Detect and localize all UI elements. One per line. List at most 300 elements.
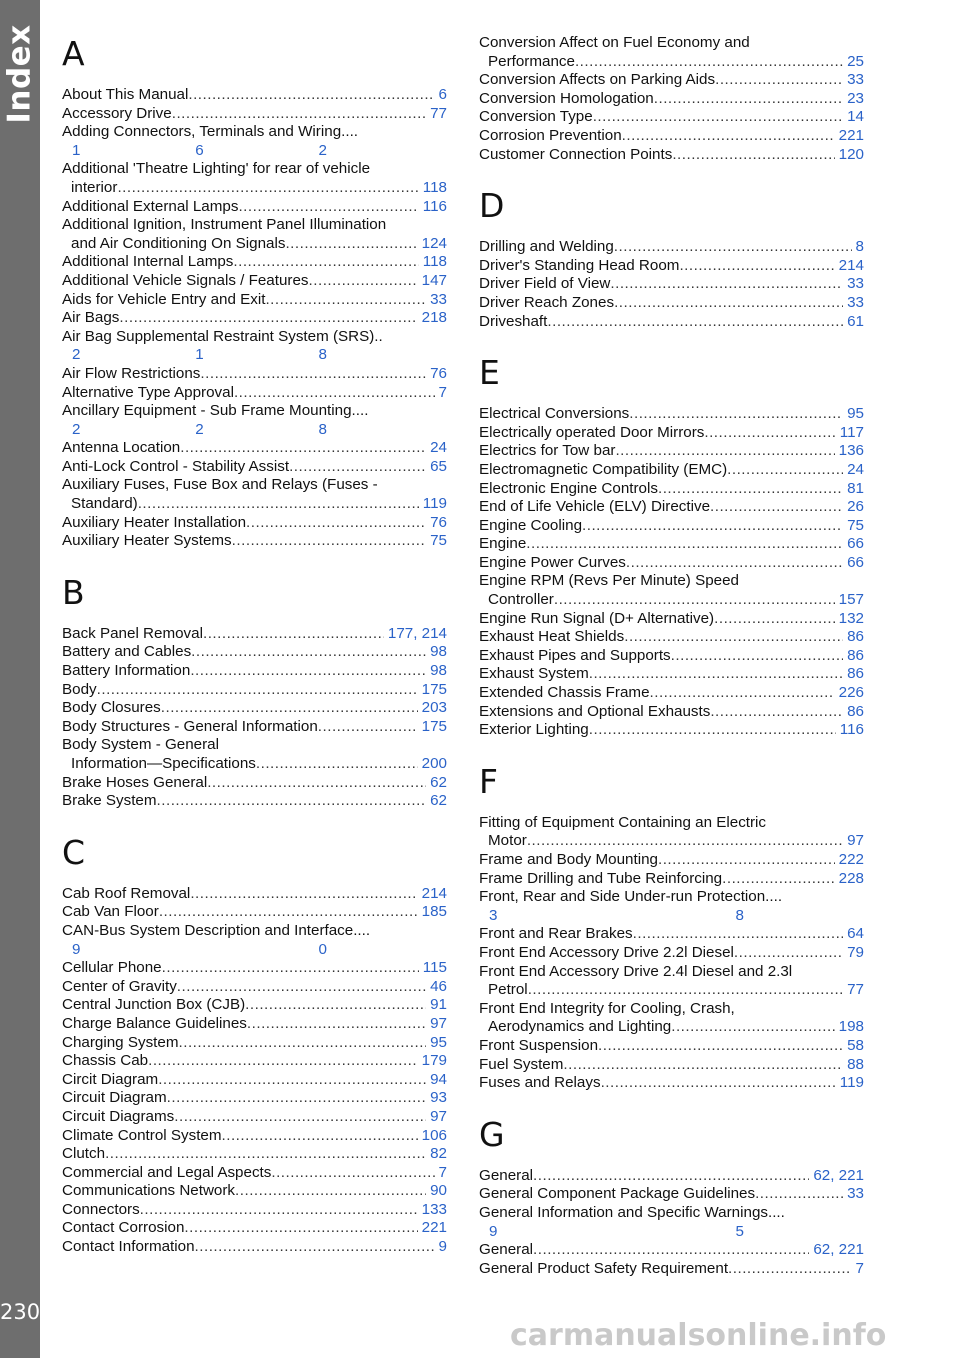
page-link[interactable]: 9	[438, 1238, 447, 1256]
page-link[interactable]: 58	[847, 1036, 864, 1054]
entry-title: Auxiliary Fuses, Fuse Box and Relays (Fuses -	[62, 476, 378, 494]
index-entry[interactable]	[62, 328, 447, 365]
dot-leader	[715, 71, 843, 90]
page-digit[interactable]: 2	[72, 346, 81, 364]
dot-leader	[318, 718, 418, 737]
page-link[interactable]: 147	[421, 271, 447, 289]
index-entry[interactable]	[62, 699, 447, 718]
entry-title: Cellular Phone	[62, 959, 162, 977]
page-digit[interactable]: 8	[735, 906, 744, 924]
entry-title: Communications Network	[62, 1182, 236, 1200]
index-entry[interactable]	[62, 253, 447, 272]
index-entry[interactable]	[479, 275, 864, 294]
index-entry[interactable]	[62, 384, 447, 403]
entry-title: Circit Diagram	[62, 1070, 159, 1088]
index-entry[interactable]	[62, 774, 447, 793]
entry-title: Engine Run Signal (D+ Alternative)	[479, 609, 715, 627]
dot-leader	[575, 53, 843, 72]
entry-title: General	[479, 1166, 534, 1184]
page-link[interactable]: 98	[430, 643, 447, 661]
index-entry[interactable]	[479, 71, 864, 90]
page-link[interactable]: 218	[421, 309, 447, 327]
page-digit[interactable]: 1	[72, 141, 81, 159]
index-entry[interactable]	[62, 105, 447, 124]
dot-leader	[614, 294, 843, 313]
dot-leader	[610, 275, 843, 294]
index-entry[interactable]	[62, 718, 447, 737]
index-entry[interactable]	[479, 1241, 864, 1260]
page-link[interactable]: 66	[847, 535, 864, 553]
page-link[interactable]: 97	[430, 1014, 447, 1032]
index-entry[interactable]	[479, 517, 864, 536]
dot-leader	[157, 792, 427, 811]
index-entry[interactable]	[62, 978, 447, 997]
entry-title: Back Panel Removal	[62, 624, 203, 642]
entry-title: Additional External Lamps	[62, 197, 239, 215]
index-entry[interactable]	[62, 1238, 447, 1257]
index-entry[interactable]	[62, 1127, 447, 1146]
page-link[interactable]: 214	[421, 884, 447, 902]
index-entry[interactable]	[479, 127, 864, 146]
index-entry[interactable]	[479, 313, 864, 332]
page-link[interactable]: 106	[421, 1126, 447, 1144]
page-link[interactable]: 24	[847, 460, 864, 478]
dot-leader	[614, 238, 852, 257]
page-link[interactable]: 77	[430, 104, 447, 122]
index-entry[interactable]	[479, 1074, 864, 1093]
dot-leader	[622, 127, 835, 146]
dot-leader	[633, 925, 843, 944]
index-entry[interactable]	[479, 498, 864, 517]
entry-title: Extended Chassis Frame	[479, 684, 650, 702]
page-link[interactable]: 86	[847, 628, 864, 646]
entry-title: Front End Accessory Drive 2.2l Diesel	[479, 943, 734, 961]
page-link[interactable]: 86	[847, 665, 864, 683]
dot-leader	[547, 313, 843, 332]
entry-title: Center of Gravity	[62, 977, 177, 995]
index-entry[interactable]	[62, 996, 447, 1015]
page-link[interactable]: 33	[847, 275, 864, 293]
index-entry[interactable]	[479, 647, 864, 666]
dot-leader	[232, 532, 426, 551]
dot-leader	[200, 365, 426, 384]
index-entry[interactable]	[479, 480, 864, 499]
page-link[interactable]: 76	[430, 513, 447, 531]
page-link[interactable]: 33	[430, 290, 447, 308]
page-digit[interactable]: 6	[195, 141, 204, 159]
index-entry[interactable]	[62, 216, 447, 253]
section-letter: G	[479, 1114, 505, 1154]
page-link[interactable]: 86	[847, 702, 864, 720]
dot-leader	[159, 903, 418, 922]
page-link[interactable]: 76	[430, 364, 447, 382]
page-link[interactable]: 157	[838, 591, 864, 609]
index-entry[interactable]	[479, 34, 864, 71]
page-digit[interactable]: 0	[318, 940, 327, 958]
dot-leader	[172, 105, 426, 124]
index-entry[interactable]	[62, 662, 447, 681]
page-digit[interactable]: 2	[318, 141, 327, 159]
index-section	[479, 1115, 864, 1279]
dot-leader	[233, 253, 418, 272]
dot-leader	[589, 665, 843, 684]
index-entry[interactable]	[62, 532, 447, 551]
page-link[interactable]: 75	[847, 516, 864, 534]
page-link[interactable]: 119	[839, 1074, 864, 1092]
index-entry[interactable]	[479, 424, 864, 443]
index-entry[interactable]	[62, 681, 447, 700]
page-link[interactable]: 221	[421, 1219, 447, 1237]
dot-leader	[527, 832, 843, 851]
index-entry[interactable]	[479, 1167, 864, 1186]
page-link[interactable]: 65	[430, 457, 447, 475]
index-entry[interactable]	[479, 146, 864, 165]
page-digit[interactable]: 1	[195, 346, 204, 364]
page-link[interactable]: 91	[430, 996, 447, 1014]
dot-leader	[234, 384, 435, 403]
page-link[interactable]: 7	[855, 1259, 864, 1277]
index-entry[interactable]	[479, 610, 864, 629]
page-link[interactable]: 222	[838, 851, 864, 868]
entry-title: Connectors	[62, 1200, 140, 1218]
entry-title: Corrosion Prevention	[479, 126, 622, 144]
page-link[interactable]: 94	[430, 1070, 447, 1088]
index-entry[interactable]	[479, 238, 864, 257]
page-link[interactable]: 62, 221	[813, 1241, 864, 1259]
page-link[interactable]: 62	[430, 792, 447, 810]
entry-title: Contact Corrosion	[62, 1219, 185, 1237]
page-digit[interactable]: 9	[72, 940, 81, 958]
index-column-left	[62, 34, 447, 1279]
dot-leader	[671, 647, 843, 666]
index-entry[interactable]	[479, 554, 864, 573]
index-entry[interactable]	[62, 365, 447, 384]
dot-leader	[138, 495, 419, 514]
page-link[interactable]: 198	[838, 1018, 864, 1036]
entry-title: Aerodynamics and Lighting	[488, 1018, 672, 1036]
entry-title: Conversion Type	[479, 108, 593, 126]
entry-title: Exhaust Pipes and Supports	[479, 646, 671, 664]
index-entry[interactable]	[62, 959, 447, 978]
index-entry[interactable]	[62, 1089, 447, 1108]
page-link[interactable]: 66	[847, 553, 864, 571]
index-entry[interactable]	[479, 925, 864, 944]
page-link[interactable]: 23	[847, 89, 864, 107]
index-entry[interactable]	[479, 294, 864, 313]
entry-title: Cab Van Floor	[62, 903, 159, 921]
page-digit[interactable]: 8	[318, 346, 327, 364]
index-entry[interactable]	[479, 1204, 864, 1241]
index-entry[interactable]	[62, 1164, 447, 1183]
index-entry[interactable]	[62, 1219, 447, 1238]
entry-title: Brake Hoses General	[62, 773, 208, 791]
index-entry[interactable]	[479, 665, 864, 684]
page-link[interactable]: 81	[847, 479, 864, 497]
page-link[interactable]: 200	[421, 755, 447, 772]
page-link[interactable]: 46	[430, 977, 447, 995]
dot-leader	[654, 90, 843, 109]
page-link[interactable]: 116	[422, 197, 447, 215]
page-link[interactable]: 62	[430, 773, 447, 791]
dot-leader	[158, 1071, 426, 1090]
entry-title: Fuel System	[479, 1055, 564, 1073]
index-entry[interactable]	[479, 90, 864, 109]
index-entry[interactable]	[62, 86, 447, 105]
entry-title: Customer Connection Points	[479, 145, 673, 163]
page-link[interactable]: 97	[430, 1107, 447, 1125]
page-link[interactable]: 175	[421, 680, 447, 698]
entry-title: Auxiliary Heater Installation	[62, 513, 247, 531]
entry-title: Aids for Vehicle Entry and Exit	[62, 290, 266, 308]
page-link[interactable]: 228	[838, 869, 864, 887]
index-entry[interactable]	[62, 1145, 447, 1164]
page-link[interactable]: 64	[847, 925, 864, 943]
watermark: carmanualsonline.info	[510, 1318, 887, 1353]
entry-title: Chassis Cab	[62, 1052, 149, 1070]
index-entry[interactable]	[479, 703, 864, 722]
dot-leader	[148, 1052, 418, 1071]
dot-leader	[554, 591, 835, 610]
page-link[interactable]: 25	[847, 52, 864, 70]
entry-title: Front, Rear and Side Under-run Protection....	[479, 888, 783, 906]
index-entry[interactable]	[62, 1015, 447, 1034]
index-entry[interactable]	[62, 458, 447, 477]
page-link[interactable]: 90	[430, 1182, 447, 1200]
page-digit[interactable]: 2	[72, 420, 81, 438]
split-page-numbers	[62, 941, 447, 960]
page-link[interactable]: 120	[838, 145, 864, 163]
index-entry[interactable]	[479, 1185, 864, 1204]
page-link[interactable]: 79	[847, 943, 864, 961]
page-link[interactable]: 133	[421, 1200, 447, 1218]
entry-title: Electrical Conversions	[479, 405, 630, 423]
dot-leader	[140, 1201, 418, 1220]
entry-title: End of Life Vehicle (ELV) Directive	[479, 498, 711, 516]
index-entry[interactable]	[62, 1034, 447, 1053]
dot-leader	[117, 179, 418, 198]
entry-title: Engine Power Curves	[479, 553, 626, 571]
entry-title: Air Flow Restrictions	[62, 364, 201, 382]
entry-title: Frame Drilling and Tube Reinforcing	[479, 869, 723, 887]
page-link[interactable]: 75	[430, 532, 447, 550]
dot-leader	[629, 405, 843, 424]
index-entry[interactable]	[479, 628, 864, 647]
page-digit[interactable]: 8	[318, 420, 327, 438]
entry-title: General Component Package Guidelines	[479, 1185, 756, 1203]
dot-leader	[119, 309, 417, 328]
split-page-numbers	[62, 346, 447, 365]
page-link[interactable]: 136	[838, 442, 864, 460]
entry-title: Accessory Drive	[62, 104, 172, 122]
entry-title: Body Structures - General Information	[62, 717, 318, 735]
index-entry[interactable]	[62, 439, 447, 458]
entry-title: Electromagnetic Compatibility (EMC)	[479, 460, 728, 478]
index-entry[interactable]	[62, 198, 447, 217]
page-link[interactable]: 118	[422, 253, 447, 271]
entry-title: Air Bags	[62, 309, 120, 327]
page-link[interactable]: 33	[847, 71, 864, 89]
index-entry[interactable]	[62, 885, 447, 904]
index-entry[interactable]	[479, 572, 864, 609]
index-entry[interactable]	[62, 903, 447, 922]
section-letter: E	[479, 353, 500, 393]
page-link[interactable]: 62, 221	[813, 1166, 864, 1184]
index-entry[interactable]	[62, 1182, 447, 1201]
dot-leader	[235, 1182, 426, 1201]
page-link[interactable]: 82	[430, 1145, 447, 1163]
dot-leader	[256, 755, 418, 774]
dot-leader	[177, 978, 426, 997]
index-entry[interactable]	[479, 870, 864, 889]
entry-title: Climate Control System	[62, 1126, 222, 1144]
page-digit[interactable]: 9	[489, 1222, 498, 1240]
entry-title: Engine RPM (Revs Per Minute) Speed	[479, 572, 739, 590]
index-entry[interactable]	[479, 888, 864, 925]
page-link[interactable]: 117	[839, 423, 864, 441]
index-entry[interactable]	[62, 476, 447, 513]
page-link[interactable]: 77	[847, 981, 864, 999]
page-link[interactable]: 203	[421, 699, 447, 717]
index-entry[interactable]	[479, 684, 864, 703]
page-link[interactable]: 33	[847, 1185, 864, 1203]
dot-leader	[593, 108, 843, 127]
index-entry[interactable]	[62, 736, 447, 773]
page-link[interactable]: 95	[430, 1033, 447, 1051]
index-entry[interactable]	[479, 814, 864, 851]
entry-title: Exterior Lighting	[479, 721, 589, 739]
page-link[interactable]: 98	[430, 662, 447, 680]
entry-title: Alternative Type Approval	[62, 383, 234, 401]
page-link[interactable]: 33	[847, 293, 864, 311]
page-link[interactable]: 6	[438, 86, 447, 103]
page-link[interactable]: 124	[421, 234, 447, 252]
page-link[interactable]: 14	[847, 108, 864, 126]
page-link[interactable]: 185	[421, 903, 447, 921]
page-digit[interactable]: 3	[489, 906, 498, 924]
entry-title: Circuit Diagrams	[62, 1107, 175, 1125]
page-digit[interactable]: 5	[735, 1222, 744, 1240]
page-link[interactable]: 93	[430, 1089, 447, 1107]
dot-leader	[626, 554, 843, 573]
dot-leader	[105, 1145, 426, 1164]
index-entry[interactable]	[479, 535, 864, 554]
page-digit[interactable]: 2	[195, 420, 204, 438]
index-entry[interactable]	[62, 123, 447, 160]
index-entry[interactable]	[479, 405, 864, 424]
index-entry[interactable]	[62, 1052, 447, 1071]
entry-title: Charging System	[62, 1033, 179, 1051]
page-link[interactable]: 177, 214	[387, 624, 447, 642]
page-link[interactable]: 61	[847, 312, 864, 330]
entry-title: Driver Reach Zones	[479, 293, 615, 311]
entry-title: Driver's Standing Head Room	[479, 256, 680, 274]
index-entry[interactable]	[62, 160, 447, 197]
index-entry[interactable]	[479, 257, 864, 276]
dot-leader	[672, 146, 834, 165]
entry-title: General	[479, 1241, 534, 1259]
index-entry[interactable]	[479, 442, 864, 461]
page-link[interactable]: 115	[422, 959, 447, 977]
page-link[interactable]: 95	[847, 405, 864, 423]
index-entry[interactable]	[62, 1108, 447, 1127]
entry-title: Conversion Affects on Parking Aids	[479, 71, 716, 89]
page-link[interactable]: 97	[847, 832, 864, 850]
index-entry[interactable]	[62, 625, 447, 644]
page-link[interactable]: 24	[430, 439, 447, 457]
entry-title: Electronic Engine Controls	[479, 479, 658, 497]
section-letter: A	[62, 34, 85, 73]
page-link[interactable]: 118	[422, 178, 447, 196]
dot-leader	[755, 1185, 843, 1204]
dot-leader	[190, 662, 426, 681]
index-entry[interactable]	[479, 963, 864, 1000]
index-entry[interactable]	[62, 922, 447, 959]
index-entry[interactable]	[479, 1037, 864, 1056]
entry-title: Engine	[479, 535, 527, 553]
index-entry[interactable]	[62, 1071, 447, 1090]
index-entry[interactable]	[62, 1201, 447, 1220]
index-entry[interactable]	[479, 461, 864, 480]
page-link[interactable]: 116	[839, 721, 864, 739]
dot-leader	[285, 235, 417, 254]
page-link[interactable]: 214	[838, 256, 864, 274]
page-link[interactable]: 86	[847, 646, 864, 664]
index-entry[interactable]	[479, 944, 864, 963]
page-link[interactable]: 8	[855, 238, 864, 256]
index-entry[interactable]	[62, 643, 447, 662]
dot-leader	[533, 1167, 809, 1186]
page-link[interactable]: 26	[847, 498, 864, 516]
index-entry[interactable]	[479, 1000, 864, 1037]
dot-leader	[246, 514, 426, 533]
dot-leader	[727, 461, 843, 480]
index-entry[interactable]	[479, 851, 864, 870]
index-entry[interactable]	[479, 1260, 864, 1279]
entry-title: Electrically operated Door Mirrors	[479, 423, 705, 441]
page-link[interactable]: 221	[838, 126, 864, 144]
index-entry[interactable]	[62, 792, 447, 811]
page-link[interactable]: 226	[838, 684, 864, 702]
entry-title: Additional Vehicle Signals / Features	[62, 271, 309, 289]
page-link[interactable]: 179	[421, 1052, 447, 1070]
index-entry[interactable]	[62, 272, 447, 291]
page-link[interactable]: 88	[847, 1055, 864, 1073]
entry-title: Body System - General	[62, 736, 219, 754]
index-entry[interactable]	[479, 1056, 864, 1075]
entry-title: Fitting of Equipment Containing an Electric	[479, 813, 767, 831]
index-entry[interactable]	[62, 309, 447, 328]
entry-title: General Information and Specific Warnings....	[479, 1203, 785, 1221]
dot-leader	[190, 885, 417, 904]
index-entry[interactable]	[62, 514, 447, 533]
index-entry[interactable]	[479, 108, 864, 127]
dot-leader	[188, 86, 434, 105]
index-entry[interactable]	[62, 291, 447, 310]
dot-leader	[271, 1164, 434, 1183]
page-link[interactable]: 132	[838, 609, 864, 627]
dot-leader	[526, 535, 843, 554]
page-link[interactable]: 7	[438, 383, 447, 401]
page-link[interactable]: 175	[421, 717, 447, 735]
entry-title: General Product Safety Requirement	[479, 1259, 729, 1277]
page-link[interactable]: 119	[422, 495, 447, 513]
dot-leader	[528, 981, 843, 1000]
dot-leader	[650, 684, 835, 703]
dot-leader	[162, 959, 419, 978]
index-entry[interactable]	[479, 721, 864, 740]
page-link[interactable]: 7	[438, 1163, 447, 1181]
index-entry[interactable]	[62, 402, 447, 439]
